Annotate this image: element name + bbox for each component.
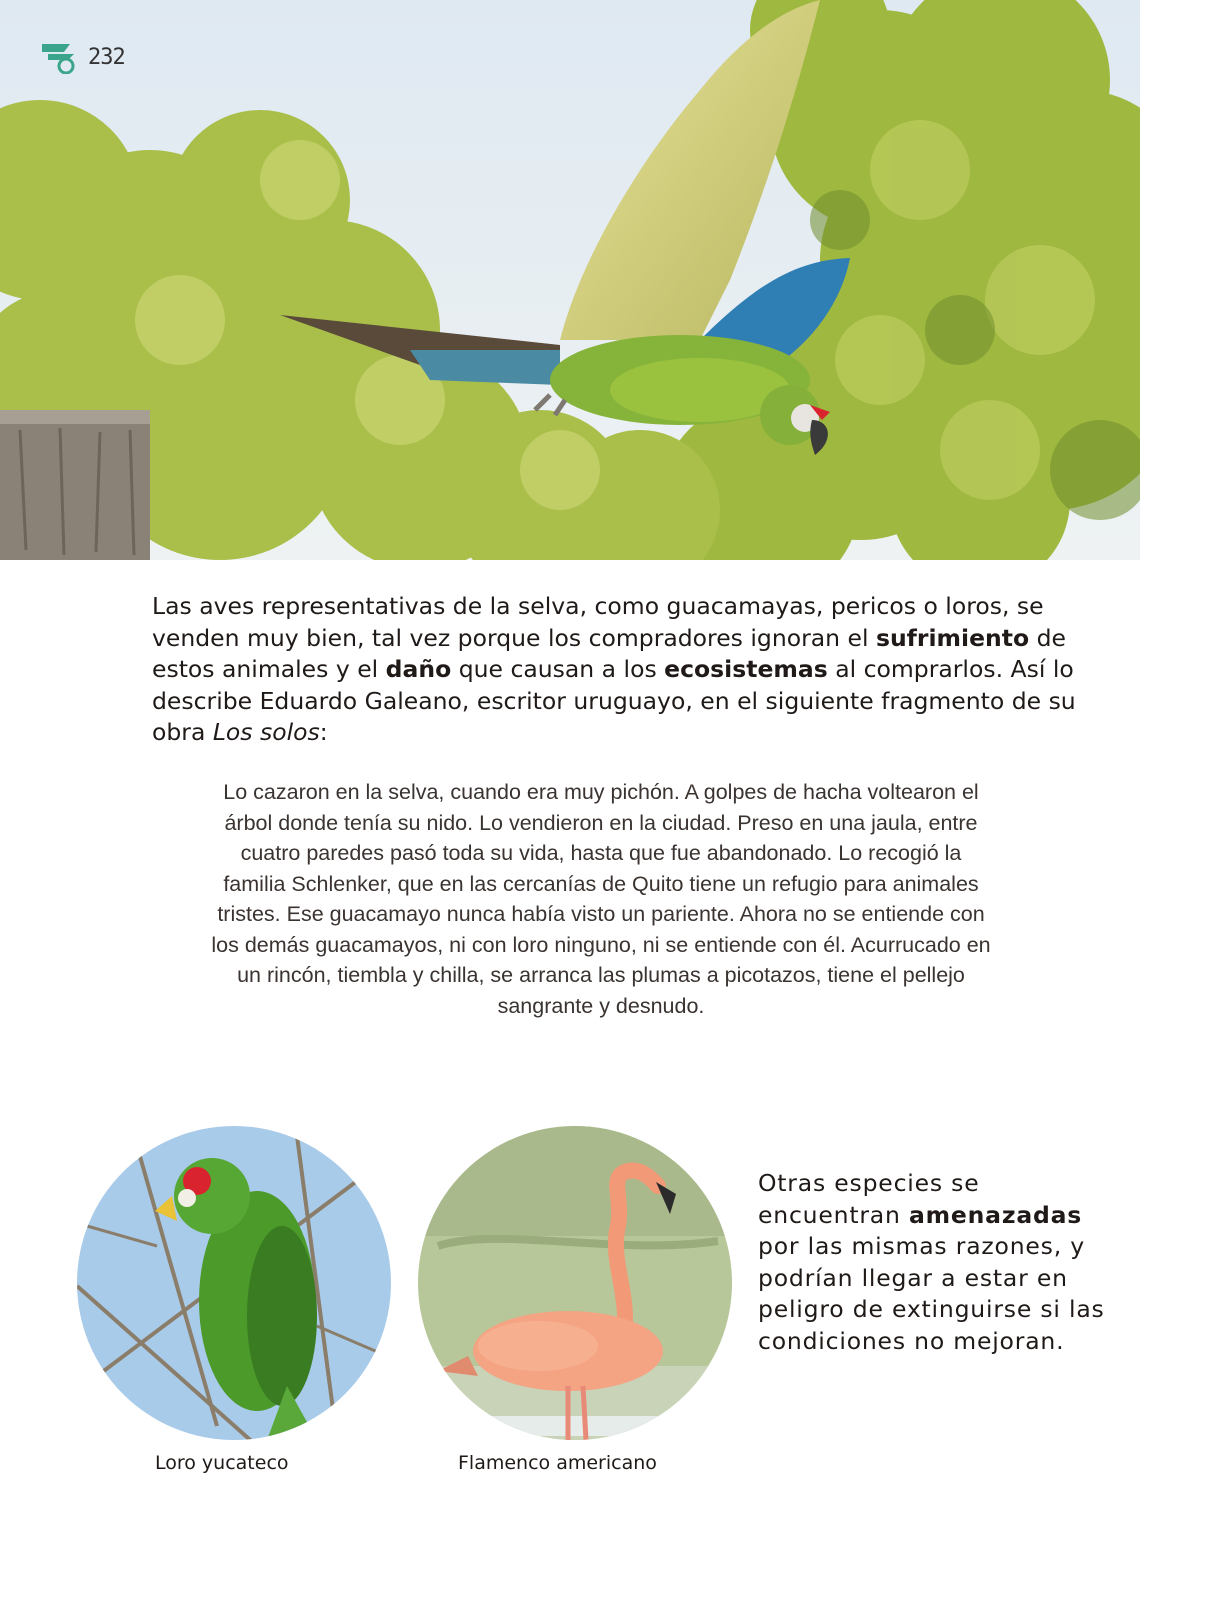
loro-yucateco-photo xyxy=(77,1126,391,1440)
page-number-header xyxy=(40,40,125,74)
intro-text-1: Las aves representativas de la selva, como guacamayas, pericos o loros, se venden muy bien, tal vez porque los compradores ignoran el xyxy=(152,592,1044,652)
photo-caption: Loro yucateco xyxy=(155,1452,289,1474)
intro-bold-dano: daño xyxy=(385,655,452,683)
book-logo-icon xyxy=(40,40,84,74)
intro-text-5: : xyxy=(319,718,328,746)
intro-text-2: de estos animales y el xyxy=(152,623,1067,683)
intro-text-4: al comprarlos. Así lo describe Eduardo Galeano, escritor uruguayo, en el siguiente fragmento de su obra xyxy=(152,655,1076,746)
intro-paragraph xyxy=(152,591,1082,749)
page-number: 232 xyxy=(88,44,125,70)
intro-work-title: Los solos xyxy=(212,718,320,746)
photo-caption: Flamenco americano xyxy=(458,1452,657,1474)
intro-text-3: que causan a los xyxy=(451,655,665,683)
side-text-1: Otras especies se encuentran xyxy=(758,1169,980,1229)
hero-macaw-photo xyxy=(0,0,1140,560)
side-text-2: por las mismas razones, y podrían llegar a estar en peligro de extinguirse si las condiciones no mejoran. xyxy=(758,1232,1105,1355)
side-bold-amenazadas: amenazadas xyxy=(908,1200,1083,1229)
intro-bold-sufrimiento: sufrimiento xyxy=(875,623,1030,652)
side-paragraph xyxy=(758,1168,1128,1357)
intro-bold-ecosistemas: ecosistemas xyxy=(664,655,828,683)
galeano-quote: Lo cazaron en la selva, cuando era muy pichón. A golpes de hacha voltearon el árbol donde tenía su nido. Lo vendieron en la ciudad. Preso en una jaula, entre cuatro paredes pasó toda su vida, hasta que fue abandonado. Lo recogió la familia Schlenker, que en las cercanías de Quito tiene un refugio para animales tristes. Ese guacamayo nunca había visto un pariente. Ahora no se entiende con los demás guacamayos, ni con loro ninguno, ni se entiende con él. Acurrucado en un rincón, tiembla y chilla, se arranca las plumas a picotazos, tiene el pellejo sangrante y desnudo. xyxy=(211,780,991,1018)
flamenco-americano-photo xyxy=(418,1126,732,1440)
